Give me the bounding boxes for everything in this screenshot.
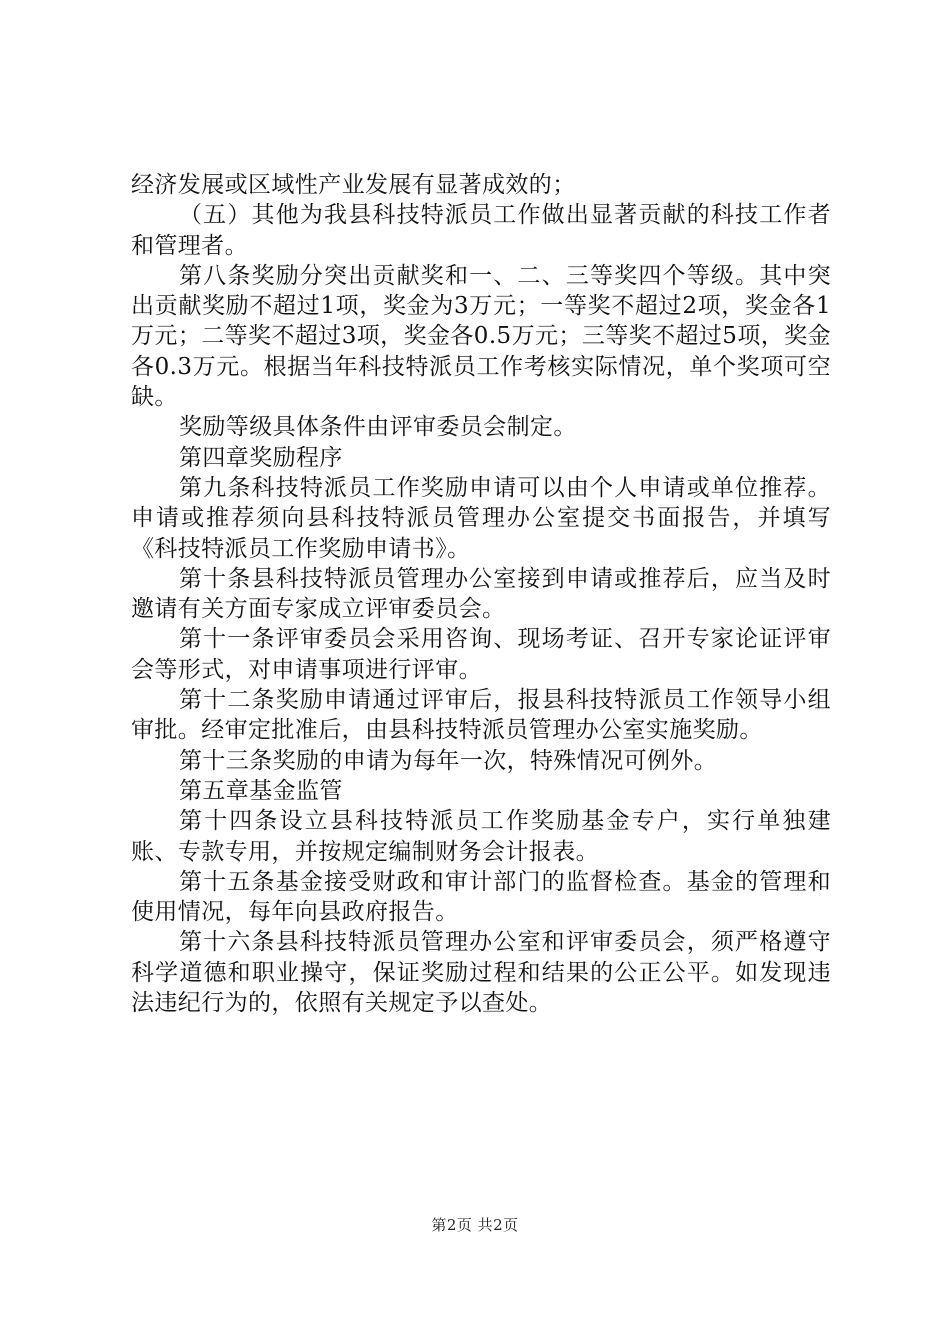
paragraph-article-12: 第十二条奖励申请通过评审后，报县科技特派员工作领导小组审批。经审定批准后，由县科技特派员管理办公室实施奖励。 <box>131 687 831 744</box>
paragraph-article-10: 第十条县科技特派员管理办公室接到申请或推荐后，应当及时邀请有关方面专家成立评审委员会。 <box>131 565 831 623</box>
paragraph-article-14: 第十四条设立县科技特派员工作奖励基金专户，实行单独建账、专款专用，并按规定编制财务会计报表。 <box>131 808 831 865</box>
chapter-heading-5: 第五章基金监管 <box>179 777 343 804</box>
document-body <box>131 170 831 1018</box>
paragraph-article-8: 第八条奖励分突出贡献奖和一、二、三等奖四个等级。其中突出贡献奖励不超过1项，奖金为3万元；一等奖不超过2项，奖金各1万元；二等奖不超过3项，奖金各0.5万元；三等奖不超过5项，奖金各0.3万元。根据当年科技特派员工作考核实际情况，单个奖项可空缺。 <box>131 262 831 411</box>
paragraph-article-9: 第九条科技特派员工作奖励申请可以由个人申请或单位推荐。申请或推荐须向县科技特派员管理办公室提交书面报告，并填写《科技特派员工作奖励申请书》。 <box>131 474 831 562</box>
paragraph-article-15: 第十五条基金接受财政和审计部门的监督检查。基金的管理和使用情况，每年向县政府报告。 <box>131 868 831 926</box>
paragraph-continuation: 经济发展或区域性产业发展有显著成效的； <box>131 172 576 198</box>
page-number-footer: 第2页 共2页 <box>431 1216 519 1234</box>
paragraph-article-11: 第十一条评审委员会采用咨询、现场考证、召开专家论证评审会等形式，对申请事项进行评审。 <box>131 626 831 683</box>
paragraph-award-conditions: 奖励等级具体条件由评审委员会制定。 <box>179 414 577 441</box>
paragraph-article-16: 第十六条县科技特派员管理办公室和评审委员会，须严格遵守科学道德和职业操守，保证奖励过程和结果的公正公平。如发现违法违纪行为的，依照有关规定予以查处。 <box>131 929 831 1017</box>
chapter-heading-4: 第四章奖励程序 <box>179 444 343 471</box>
paragraph-item-five: （五）其他为我县科技特派员工作做出显著贡献的科技工作者和管理者。 <box>131 202 831 259</box>
paragraph-article-13: 第十三条奖励的申请为每年一次，特殊情况可例外。 <box>179 747 718 774</box>
